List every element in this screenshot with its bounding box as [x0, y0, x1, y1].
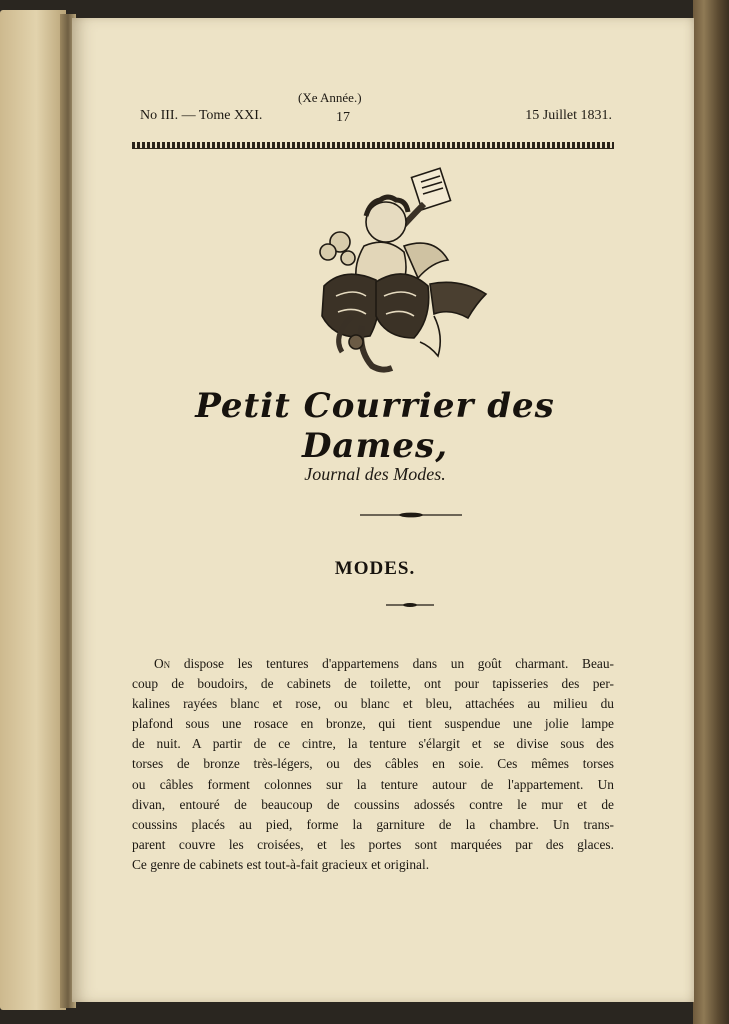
journal-masthead-title: Petit Courrier des Dames, — [195, 386, 555, 466]
article-line: kalines rayées blanc et rose, ou blanc et bleu, attachées au milieu du — [132, 696, 614, 712]
article-line: coup de boudoirs, de cabinets de toilette, ont pour tapisseries des per- — [132, 676, 614, 692]
issue-date: 15 Juillet 1831. — [525, 108, 612, 123]
article-body — [132, 654, 614, 875]
article-line: plafond sous une rosace en bronze, qui tient suspendue une jolie lampe — [132, 716, 614, 732]
article-line: ou câbles forment colonnes sur la tenture autour de l'appartement. Un — [132, 776, 614, 792]
issue-number: No III. — Tome XXI. — [140, 108, 263, 123]
article-line: parent couvre les croisées, et les portes sont marquées par des glaces. — [132, 836, 614, 852]
section-heading: MODES. — [334, 558, 416, 579]
page-header — [140, 106, 612, 126]
article-line: coussins placés au pied, forme la garniture de la chambre. Un trans- — [132, 816, 614, 832]
article-line: torses de bronze très-légers, ou des câbles en soie. Ces mêmes torses — [132, 756, 614, 772]
journal-page — [72, 18, 694, 1002]
article-line: divan, entouré de beaucoup de coussins adossés contre le mur et de — [132, 796, 614, 812]
journal-subtitle: Journal des Modes. — [304, 464, 446, 484]
ornamental-divider — [360, 512, 462, 518]
page-number: 17 — [336, 110, 350, 125]
left-page-edge — [0, 10, 66, 1010]
section-divider — [386, 602, 434, 608]
header-rule — [132, 142, 614, 149]
lead-word: On — [154, 656, 171, 671]
book-spine — [693, 0, 729, 1024]
article-line: Ce genre de cabinets est tout-à-fait gracieux et original. — [132, 856, 430, 872]
annee-label: (Xe Année.) — [298, 90, 362, 105]
article-line: de nuit. A partir de ce cintre, la tenture s'élargit et se divise sous des — [132, 736, 614, 752]
article-line: On dispose les tentures d'appartemens dans un goût charmant. Beau- — [154, 656, 614, 671]
cherub-vignette-illustration — [244, 166, 502, 382]
